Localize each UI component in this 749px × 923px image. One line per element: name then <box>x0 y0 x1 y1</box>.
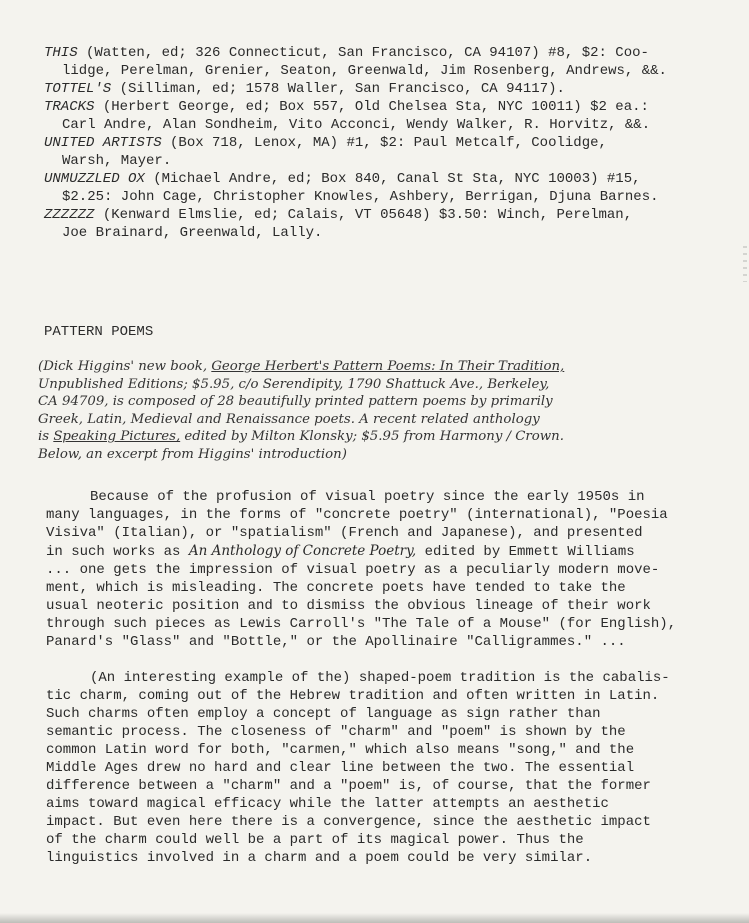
section-heading: PATTERN POEMS <box>44 324 154 340</box>
excerpt-body <box>46 488 736 867</box>
anthology-title: Speaking Pictures, <box>53 429 181 445</box>
book-title: George Herbert's Pattern Poems: In Their Tradition, <box>211 359 565 374</box>
listing-zzzzzz: ZZZZZZ (Kenward Elmslie, ed; Calais, VT 05648) $3.50: Winch, Perelman, Joe Brainard, Greenwald, Lally. <box>44 207 633 241</box>
pub-title: UNITED ARTISTS <box>44 135 162 151</box>
intro-note: (Dick Higgins' new book, George Herbert's Pattern Poems: In Their Tradition, Unpublished Editions; $5.95, c/o Serendipity, 1790 Shattuck Ave., Berkeley, CA 94709, is composed of 28 beautifully printed pattern poems by primarily Greek, Latin, Medieval and Renaissance poets. A recent related anthology is Speaking Pictures, edited by Milton Klonsky; $5.95 from Harmony / Crown. Below, an excerpt from Higgins' introduction) <box>38 359 565 462</box>
listing-tottels: TOTTEL'S (Silliman, ed; 1578 Waller, San Francisco, CA 94117). <box>44 81 565 97</box>
listing-united-artists: UNITED ARTISTS (Box 718, Lenox, MA) #1, $2: Paul Metcalf, Coolidge, Warsh, Mayer. <box>44 135 607 169</box>
scan-smudge <box>743 246 747 282</box>
listing-unmuzzled-ox: UNMUZZLED OX (Michael Andre, ed; Box 840, Canal St Sta, NYC 10003) #15, $2.25: John Cage, Christopher Knowles, Ashbery, Berrigan, Djuna Barnes. <box>44 171 659 205</box>
pub-title: TRACKS <box>44 99 95 115</box>
pub-title: UNMUZZLED OX <box>44 171 145 187</box>
anthology-citation: An Anthology of Concrete Poetry, <box>188 543 417 559</box>
listing-this: THIS (Watten, ed; 326 Connecticut, San Francisco, CA 94107) #8, $2: Coo- lidge, Perelman, Grenier, Seaton, Greenwald, Jim Rosenberg, Andrews, &&. <box>44 45 667 79</box>
paragraph-1: Because of the profusion of visual poetry since the early 1950s in many languages, in the forms of "concrete poetry" (international), "Poesia Visiva" (Italian), or "spatialism" (French and Japanese), and presented in such works as An Anthology of Concrete Poetry, edited by Emmett Williams ... one gets the impression of visual poetry as a peculiarly modern move- ment, which is misleading. The concrete poets have tended to take the usual neoteric position and to dismiss the obvious lineage of their work through such pieces as Lewis Carroll's "The Tale of a Mouse" (for English), Panard's "Glass" and "Bottle," or the Apollinaire "Calligrammes." ... <box>46 489 677 650</box>
pub-title: TOTTEL'S <box>44 81 112 97</box>
pub-title: ZZZZZZ <box>44 207 95 223</box>
paragraph-2: (An interesting example of the) shaped-poem tradition is the cabalis- tic charm, coming out of the Hebrew tradition and often written in Latin. Such charms often employ a concept of language as sign rather than semantic process. The closeness of "charm" and "poem" is shown by the common Latin word for both, "carmen," which also means "song," and the Middle Ages drew no hard and clear line between the two. The essential difference between a "charm" and a "poem" is, of course, that the former aims toward magical efficacy while the latter attempts an aesthetic impact. But even here there is a convergence, since the aesthetic impact of the charm could well be a part of its magical power. Thus the linguistics involved in a charm and a poem could be very similar. <box>46 670 670 866</box>
page-bottom-edge <box>0 913 749 923</box>
pub-title: THIS <box>44 45 78 61</box>
listing-tracks: TRACKS (Herbert George, ed; Box 557, Old Chelsea Sta, NYC 10011) $2 ea.: Carl Andre, Alan Sondheim, Vito Acconci, Wendy Walker, R. Horvitz, &&. <box>44 99 651 133</box>
magazine-listings <box>44 44 734 242</box>
